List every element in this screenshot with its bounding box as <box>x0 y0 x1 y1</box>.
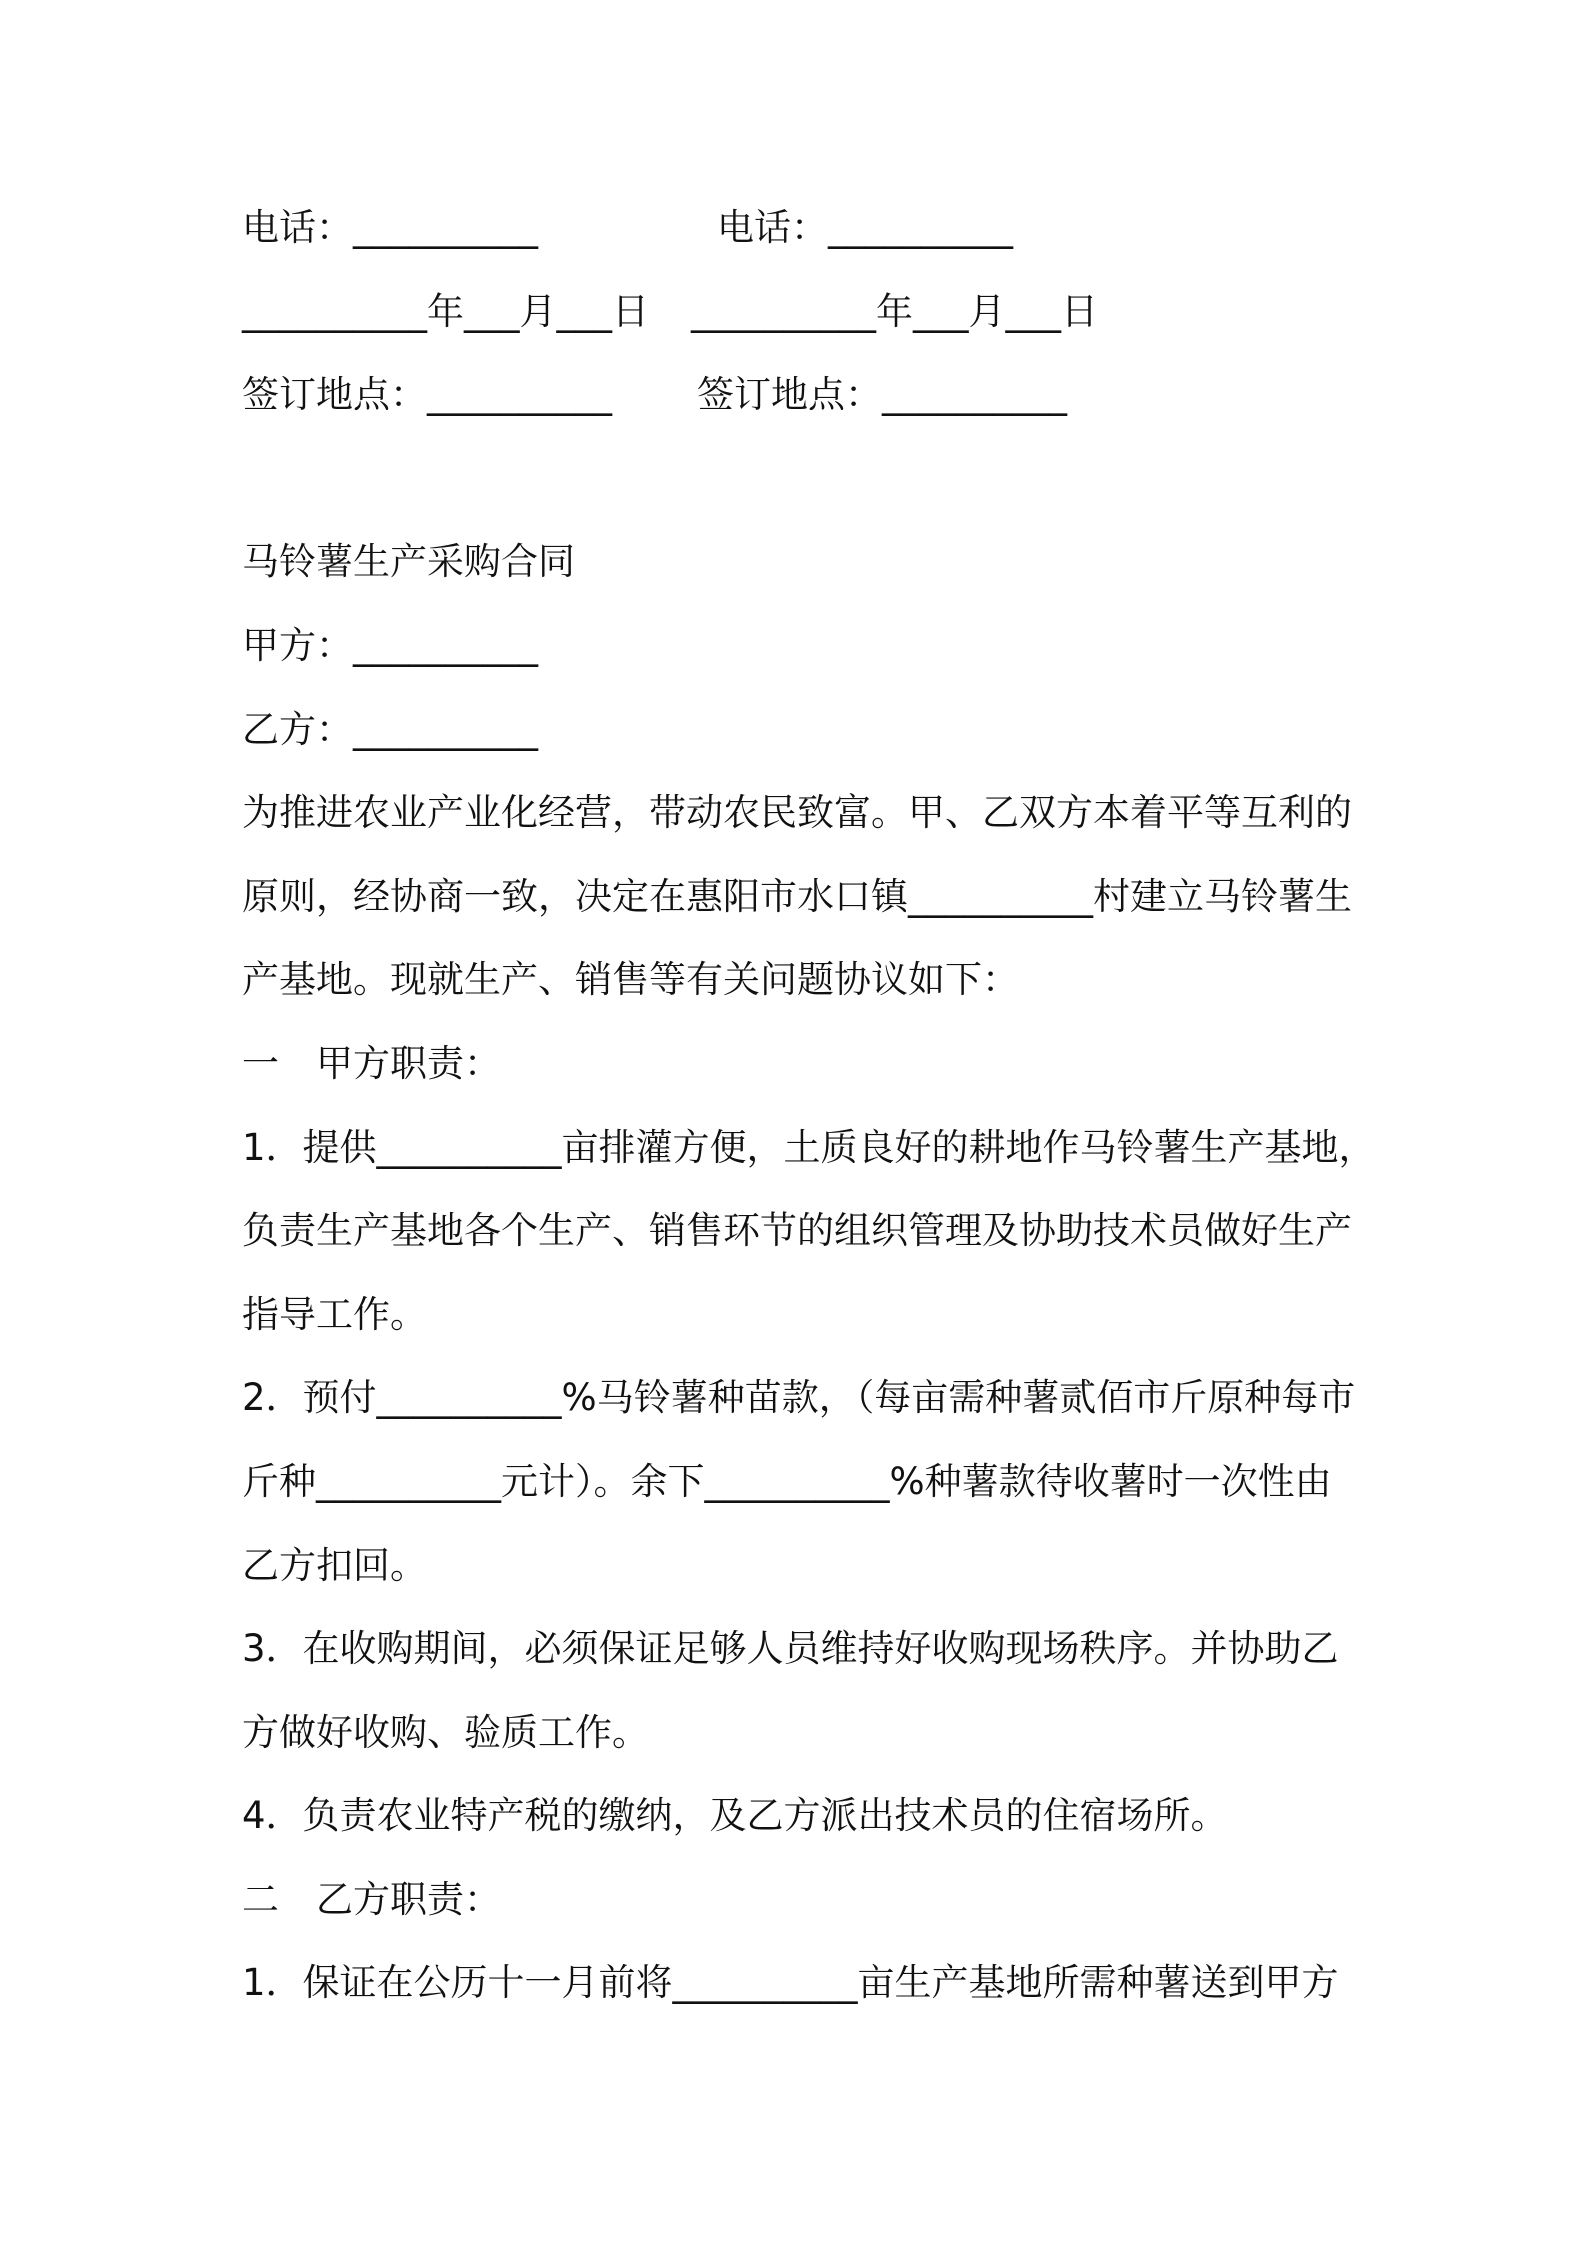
date-field-right: __________年___月___日 <box>691 289 1098 333</box>
signing-place-field-right: 签订地点：__________ <box>697 373 1067 417</box>
phone-field-right: 电话：__________ <box>717 206 1013 249</box>
document-line: 负责生产基地各个生产、销售环节的组织管理及协助技术员做好生产 <box>242 1209 1352 1253</box>
document-line: 4．负责农业特产税的缴纳，及乙方派出技术员的住宿场所。 <box>242 1794 1228 1838</box>
document-line: 原则，经协商一致，决定在惠阳市水口镇__________村建立马铃薯生 <box>242 874 1352 918</box>
document-line: 斤种__________元计）。余下__________%种薯款待收薯时一次性由 <box>242 1459 1332 1503</box>
document-line: 指导工作。 <box>242 1292 427 1336</box>
document-line: 2．预付__________%马铃薯种苗款，（每亩需种薯贰佰市斤原种每市 <box>242 1376 1356 1420</box>
document-line: 1．保证在公历十一月前将__________亩生产基地所需种薯送到甲方 <box>242 1961 1339 2005</box>
phone-row <box>242 186 1542 270</box>
date-field-left: __________年___月___日 <box>242 289 649 333</box>
contract-title: 马铃薯生产采购合同 <box>242 540 575 584</box>
signing-place-row <box>242 353 1542 437</box>
date-row <box>242 270 1542 354</box>
blank-line <box>242 437 1542 521</box>
document-line: 乙方扣回。 <box>242 1543 427 1587</box>
signing-place-field-left: 签订地点：__________ <box>242 373 612 417</box>
document-line: 3．在收购期间，必须保证足够人员维持好收购现场秩序。并协助乙 <box>242 1627 1339 1671</box>
section-heading-party-b-duties: 二 乙方职责： <box>242 1877 501 1921</box>
document-line: 为推进农业产业化经营，带动农民致富。甲、乙双方本着平等互利的 <box>242 791 1352 835</box>
section-heading-party-a-duties: 一 甲方职责： <box>242 1041 501 1085</box>
document-line: 1．提供__________亩排灌方便，土质良好的耕地作马铃薯生产基地， <box>242 1125 1376 1169</box>
document-content <box>242 186 1542 2025</box>
document-line: 产基地。现就生产、销售等有关问题协议如下： <box>242 958 1019 1002</box>
party-a-field: 甲方：__________ <box>242 623 538 667</box>
party-b-field: 乙方：__________ <box>242 707 538 751</box>
document-line: 方做好收购、验质工作。 <box>242 1710 649 1754</box>
phone-field-left: 电话：__________ <box>242 206 538 249</box>
